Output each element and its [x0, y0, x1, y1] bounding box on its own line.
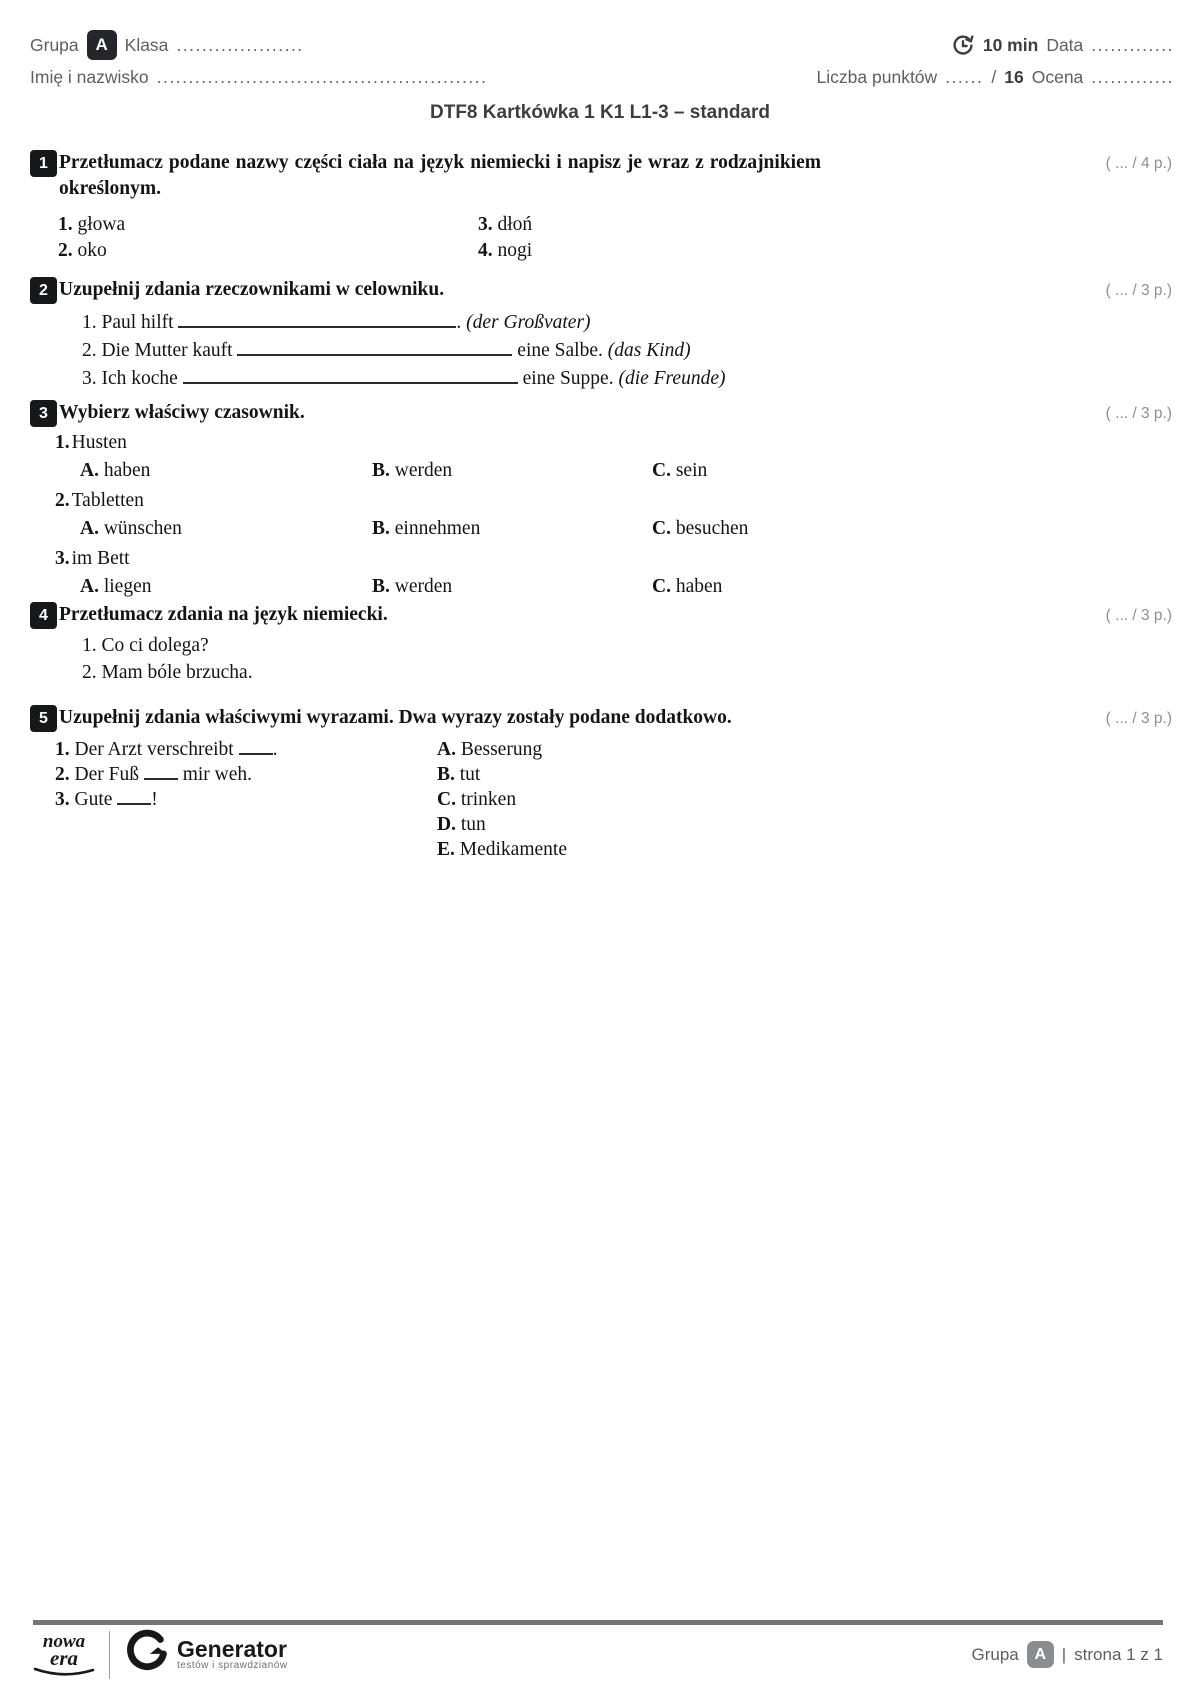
- score-dotted-line: ......: [945, 67, 984, 87]
- item-number: 1.: [82, 635, 97, 656]
- item-number: 2.: [82, 340, 97, 361]
- item-text: oko: [77, 240, 107, 261]
- list-item: [82, 659, 1172, 686]
- task-2-points: ( ... / 3 p.): [1105, 282, 1172, 299]
- ocena-label: Ocena: [1031, 67, 1084, 87]
- item-number: 1.: [58, 214, 73, 235]
- hint-word: (der Großvater): [466, 312, 591, 333]
- option-letter: C.: [652, 518, 671, 539]
- item-text: Mam bóle brzucha.: [101, 662, 253, 683]
- task-5-heading: Uzupełnij zdania właściwymi wyrazami. Dwa wyrazy zostały podane dodatkowo.: [59, 707, 732, 728]
- grupa-badge: A: [87, 30, 117, 60]
- sentence-start: Die Mutter kauft: [101, 340, 233, 361]
- options-row: [80, 516, 1172, 542]
- task-4-heading: Przetłumacz zdania na język niemiecki.: [59, 604, 388, 625]
- task-3-number-badge: 3: [30, 400, 57, 427]
- task-1-number-badge: 1: [30, 150, 57, 177]
- swoosh-shape: [33, 1667, 95, 1677]
- option-letter: B.: [437, 764, 455, 785]
- task-1-points: ( ... / 4 p.): [1105, 155, 1172, 172]
- item-number: 3.: [82, 368, 97, 389]
- ocena-dotted-line: .............: [1091, 67, 1174, 87]
- option-letter: B.: [372, 576, 390, 597]
- page-title: DTF8 Kartkówka 1 K1 L1-3 – standard: [430, 102, 770, 123]
- option-text: werden: [394, 460, 453, 481]
- clock-icon: [951, 33, 975, 57]
- task-2: [30, 277, 1172, 393]
- task-3-points: ( ... / 3 p.): [1105, 405, 1172, 422]
- brand-text: era: [50, 1645, 78, 1670]
- task-2-items: [82, 309, 1172, 393]
- option-text: werden: [394, 576, 453, 597]
- option: [437, 837, 567, 862]
- nowa-era-logo: [33, 1630, 95, 1677]
- item-text: głowa: [77, 214, 126, 235]
- task-1-heading: Przetłumacz podane nazwy części ciała na język niemiecki i napisz je wraz z rodzajnikiem określonym.: [59, 152, 821, 199]
- stem-text: Husten: [71, 432, 127, 453]
- list-item: [58, 212, 478, 238]
- stem-text: Tabletten: [71, 490, 144, 511]
- stem-text: im Bett: [71, 548, 130, 569]
- footer-grupa-label: Grupa: [971, 1644, 1019, 1664]
- generator-title: Generator: [177, 1636, 287, 1662]
- option: [437, 737, 567, 762]
- footer-page-info: strona 1 z 1: [1074, 1644, 1163, 1664]
- question-stem: [55, 430, 1172, 456]
- generator-logo-icon: [124, 1629, 170, 1680]
- item-text: dłoń: [497, 214, 533, 235]
- answer-blank-line: [183, 379, 518, 384]
- option-letter: A.: [80, 460, 99, 481]
- options-row: [80, 458, 1172, 484]
- answer-blank-line: [237, 351, 512, 356]
- item-number: 3.: [478, 214, 493, 235]
- data-label: Data: [1046, 34, 1084, 55]
- task-4-number-badge: 4: [30, 602, 57, 629]
- option: [372, 574, 652, 600]
- item-number: 3.: [55, 789, 70, 810]
- option: [372, 516, 652, 542]
- option: [80, 516, 372, 542]
- score-total: 16: [1004, 67, 1024, 87]
- task-4-points: ( ... / 3 p.): [1105, 607, 1172, 624]
- task-4: [30, 602, 1172, 686]
- sentence-end: eine Salbe.: [517, 340, 603, 361]
- name-dotted-line: ....................................................: [156, 67, 488, 87]
- task-1: [30, 150, 1172, 264]
- option: [652, 458, 707, 484]
- sentence-start: Der Arzt verschreibt: [74, 739, 234, 760]
- sentence-start: Ich koche: [101, 368, 178, 389]
- question-stem: [55, 488, 1172, 514]
- score-label: Liczba punktów: [816, 67, 938, 87]
- item-number: 1.: [55, 432, 70, 453]
- option: [437, 787, 567, 812]
- option-text: einnehmen: [394, 518, 481, 539]
- option-text: haben: [675, 576, 723, 597]
- sentence-end: .: [456, 312, 462, 333]
- option-text: liegen: [103, 576, 152, 597]
- option-letter: B.: [372, 460, 390, 481]
- list-item: [478, 212, 532, 238]
- page-footer: [33, 1629, 1163, 1680]
- options-row: [80, 574, 1172, 600]
- fill-in-sentence: [55, 787, 437, 812]
- item-number: 3.: [55, 548, 70, 569]
- fill-in-sentence: [55, 762, 437, 787]
- footer-grupa-badge: A: [1027, 1641, 1054, 1668]
- option: [652, 516, 748, 542]
- task-5-number-badge: 5: [30, 705, 57, 732]
- answer-blank-line: [239, 750, 273, 755]
- sentence-start: Paul hilft: [101, 312, 174, 333]
- answer-blank-line: [178, 323, 456, 328]
- page-header: [30, 30, 1174, 88]
- item-number: 2.: [82, 662, 97, 683]
- item-number: 2.: [58, 240, 73, 261]
- option-letter: C.: [652, 460, 671, 481]
- brand-text: nowa: [42, 1630, 86, 1652]
- tasks-section: [30, 150, 1172, 862]
- item-number: 4.: [478, 240, 493, 261]
- item-number: 2.: [55, 490, 70, 511]
- sentence-end: mir weh.: [182, 764, 253, 785]
- option-text: tut: [459, 764, 481, 785]
- data-dotted-line: .............: [1091, 34, 1174, 55]
- option: [80, 574, 372, 600]
- task-5: [30, 705, 1172, 862]
- task-2-number-badge: 2: [30, 277, 57, 304]
- item-number: 1.: [55, 739, 70, 760]
- task-5-body: [55, 737, 1172, 862]
- option-text: Medikamente: [459, 839, 567, 860]
- klasa-label: Klasa: [124, 34, 169, 55]
- option-text: trinken: [460, 789, 517, 810]
- item-text: nogi: [497, 240, 533, 261]
- list-item: [58, 238, 478, 264]
- item-text: Co ci dolega?: [101, 635, 209, 656]
- option: [652, 574, 722, 600]
- fill-in-sentence: [55, 737, 437, 762]
- item-number: 2.: [55, 764, 70, 785]
- option-letter: B.: [372, 518, 390, 539]
- sentence-end: !: [151, 789, 158, 810]
- option: [437, 762, 567, 787]
- fill-in-sentence: [82, 365, 1172, 393]
- option-letter: E.: [437, 839, 455, 860]
- option: [80, 458, 372, 484]
- option: [372, 458, 652, 484]
- hint-word: (die Freunde): [618, 368, 726, 389]
- generator-tagline: testów i sprawdzianów: [177, 1660, 288, 1671]
- task-4-items: [82, 632, 1172, 686]
- hint-word: (das Kind): [607, 340, 691, 361]
- time-limit: 10 min: [982, 34, 1039, 55]
- footer-separator: |: [1061, 1644, 1067, 1664]
- item-number: 1.: [82, 312, 97, 333]
- option-text: haben: [103, 460, 151, 481]
- sentence-end: eine Suppe.: [522, 368, 614, 389]
- klasa-dotted-line: ....................: [176, 34, 304, 55]
- list-item: [82, 632, 1172, 659]
- task-5-sentences: [55, 737, 437, 862]
- option-letter: C.: [652, 576, 671, 597]
- fill-in-sentence: [82, 337, 1172, 365]
- option-text: besuchen: [675, 518, 749, 539]
- list-item: [478, 238, 532, 264]
- sentence-end: .: [272, 739, 278, 760]
- task-1-items: [58, 212, 1172, 264]
- option-letter: A.: [80, 576, 99, 597]
- footer-divider-bar: [33, 1620, 1163, 1625]
- option-letter: C.: [437, 789, 456, 810]
- option-text: Besserung: [460, 739, 543, 760]
- option-letter: A.: [437, 739, 456, 760]
- sentence-start: Der Fuß: [74, 764, 139, 785]
- footer-logo-divider: [109, 1631, 110, 1679]
- task-2-heading: Uzupełnij zdania rzeczownikami w celowniku.: [59, 279, 445, 300]
- option-letter: A.: [80, 518, 99, 539]
- task-5-options: [437, 737, 567, 862]
- option: [437, 812, 567, 837]
- name-label: Imię i nazwisko: [30, 67, 149, 87]
- option-text: wünschen: [103, 518, 182, 539]
- option-text: tun: [460, 814, 486, 835]
- answer-blank-line: [117, 800, 151, 805]
- score-slash: /: [991, 67, 997, 87]
- sentence-start: Gute: [74, 789, 113, 810]
- answer-blank-line: [144, 775, 178, 780]
- question-stem: [55, 546, 1172, 572]
- option-text: sein: [675, 460, 708, 481]
- option-letter: D.: [437, 814, 456, 835]
- task-3: [30, 400, 1172, 600]
- task-5-points: ( ... / 3 p.): [1105, 710, 1172, 727]
- task-3-heading: Wybierz właściwy czasownik.: [59, 402, 305, 423]
- fill-in-sentence: [82, 309, 1172, 337]
- grupa-label: Grupa: [30, 34, 79, 55]
